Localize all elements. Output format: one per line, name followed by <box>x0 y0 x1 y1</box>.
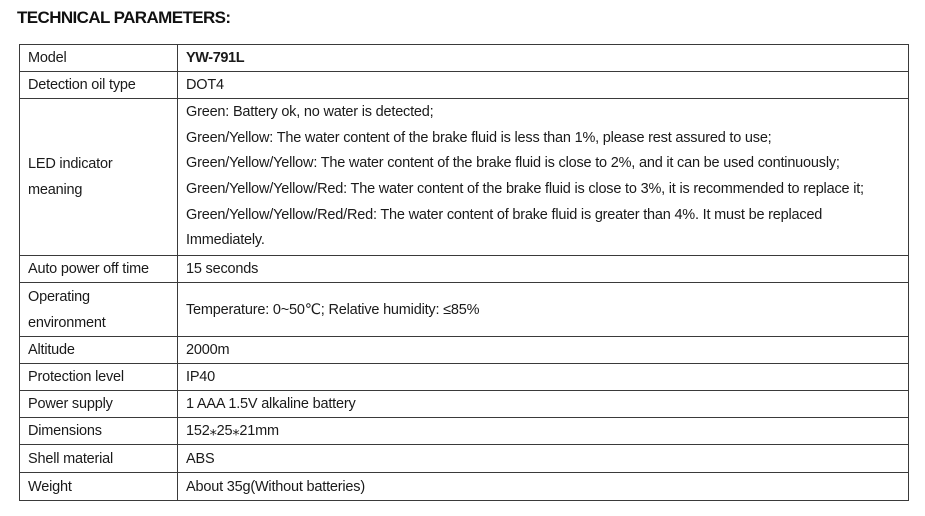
table-row-weight <box>20 473 909 501</box>
row-value-altitude: 2000m <box>178 337 909 364</box>
table-row-power <box>20 391 909 418</box>
row-label-dimensions: Dimensions <box>20 418 178 445</box>
row-value-led-meaning <box>178 99 909 256</box>
row-value-power: 1 AAA 1.5V alkaline battery <box>178 391 909 418</box>
table-row-shell <box>20 445 909 473</box>
table-row-led-meaning <box>20 99 909 256</box>
section-heading: TECHNICAL PARAMETERS: <box>17 8 231 27</box>
row-value-auto-power-off: 15 seconds <box>178 256 909 283</box>
row-label-protection: Protection level <box>20 364 178 391</box>
table-row-altitude <box>20 337 909 364</box>
row-value-protection: IP40 <box>178 364 909 391</box>
led-label-line-1: LED indicator <box>28 156 113 172</box>
row-value-weight: About 35g(Without batteries) <box>178 473 909 501</box>
technical-parameters-table <box>19 44 909 501</box>
row-value-oil-type: DOT4 <box>178 72 909 99</box>
row-label-weight: Weight <box>20 473 178 501</box>
table-row-protection <box>20 364 909 391</box>
table-row-auto-power-off <box>20 256 909 283</box>
environment-label-line-1: Operating <box>28 288 90 305</box>
row-label-shell: Shell material <box>20 445 178 473</box>
led-line-immediately: Immediately. <box>186 232 265 249</box>
row-label-oil-type: Detection oil type <box>20 72 178 99</box>
environment-label-line-2: environment <box>28 314 106 331</box>
row-label-auto-power-off: Auto power off time <box>20 256 178 283</box>
led-label-line-2: meaning <box>28 182 83 198</box>
row-label-model: Model <box>20 45 178 72</box>
table-row-environment <box>20 283 909 337</box>
row-label-power: Power supply <box>20 391 178 418</box>
row-value-shell: ABS <box>178 445 909 473</box>
led-line-green-yellow-yellow-red-red: Green/Yellow/Yellow/Red/Red: The water content of brake fluid is greater than 4%. It must be replaced <box>186 206 823 223</box>
row-label-altitude: Altitude <box>20 337 178 364</box>
led-line-green: Green: Battery ok, no water is detected; <box>186 103 434 120</box>
table-row-oil-type <box>20 72 909 99</box>
table-row-dimensions <box>20 418 909 445</box>
row-label-led-meaning <box>20 99 178 256</box>
led-line-green-yellow: Green/Yellow: The water content of the brake fluid is less than 1%, please rest assured to use; <box>186 129 772 146</box>
row-label-environment <box>20 283 178 337</box>
row-value-dimensions: 152⁎25⁎21mm <box>178 418 909 445</box>
row-value-environment: Temperature: 0~50℃; Relative humidity: ≤85% <box>178 283 909 337</box>
led-line-green-yellow-yellow: Green/Yellow/Yellow: The water content of the brake fluid is close to 2%, and it can be used continuously; <box>186 155 840 172</box>
led-line-green-yellow-yellow-red: Green/Yellow/Yellow/Red: The water content of the brake fluid is close to 3%, it is recommended to replace it; <box>186 181 864 197</box>
table-row-model <box>20 45 909 72</box>
row-value-model: YW-791L <box>178 45 909 72</box>
